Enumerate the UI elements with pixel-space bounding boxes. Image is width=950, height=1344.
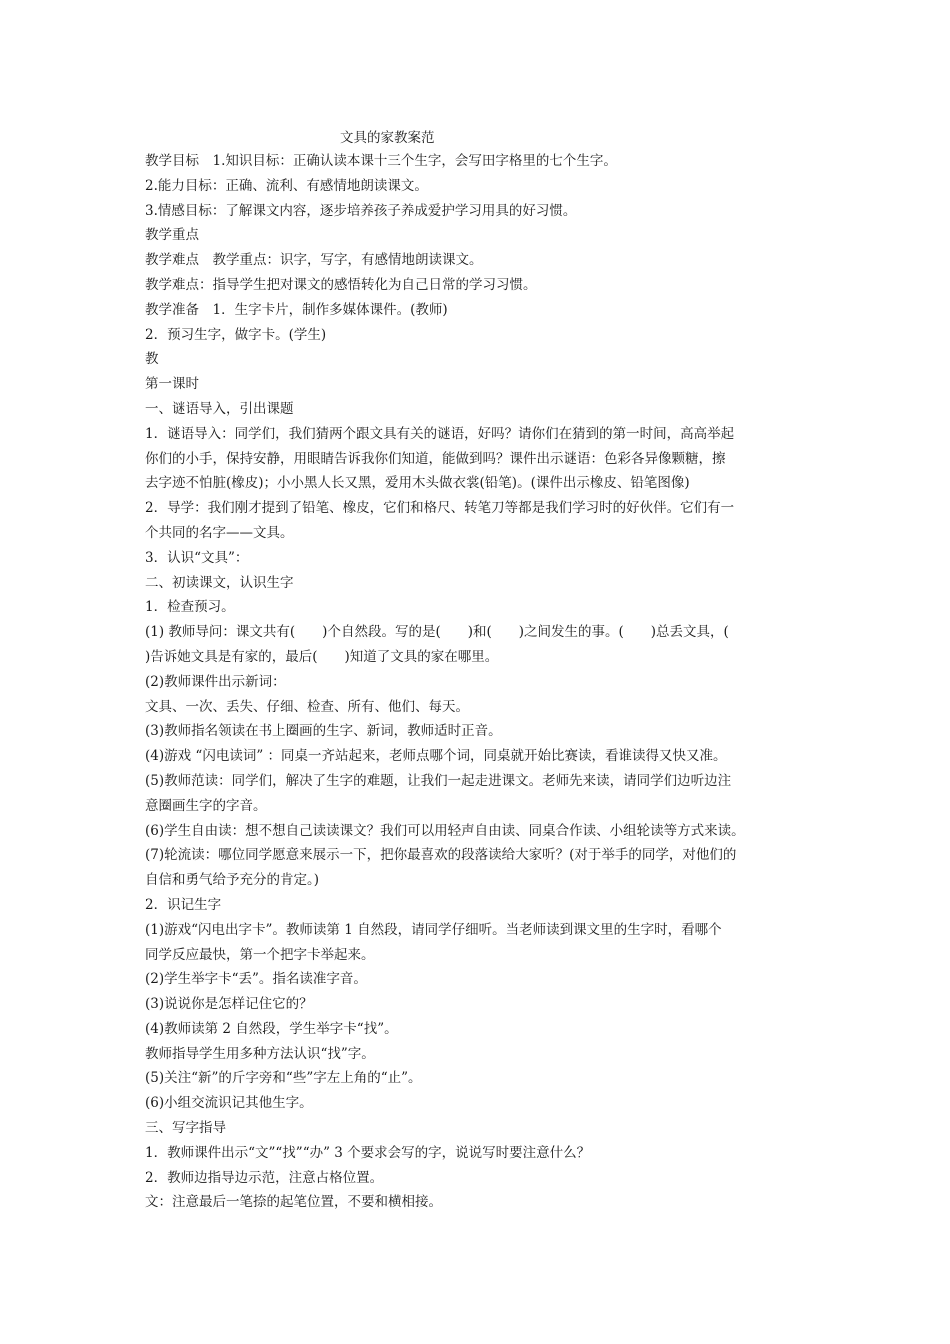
text-line: 个共同的名字——文具。 xyxy=(145,524,294,541)
text-line: 文：注意最后一笔捺的起笔位置，不要和横相接。 xyxy=(145,1194,442,1211)
text-line: 教学准备 1．生字卡片，制作多媒体课件。(教师) xyxy=(145,301,448,318)
text-line: 教 xyxy=(145,351,159,368)
text-line: 第一课时 xyxy=(145,376,199,393)
text-line: 3．认识“文具”： xyxy=(145,549,249,566)
text-line: 你们的小手，保持安静，用眼睛告诉我你们知道，能做到吗？课件出示谜语：色彩各异像颗糖，擦 xyxy=(145,450,726,467)
text-line: 2.能力目标：正确、流利、有感情地朗读课文。 xyxy=(145,177,428,194)
text-line: 2．教师边指导边示范，注意占格位置。 xyxy=(145,1169,384,1186)
text-line: (2)教师课件出示新词： xyxy=(145,673,286,690)
text-line: 同学反应最快，第一个把字卡举起来。 xyxy=(145,946,375,963)
text-line: (3)说说你是怎样记住它的？ xyxy=(145,996,313,1013)
text-line: (3)教师指名领读在书上圈画的生字、新词，教师适时正音。 xyxy=(145,723,502,740)
text-line: 3.情感目标：了解课文内容，逐步培养孩子养成爱护学习用具的好习惯。 xyxy=(145,202,577,219)
text-line: 去字迹不怕脏(橡皮)；小小黑人长又黑，爱用木头做衣裳(铅笔)。(课件出示橡皮、铅笔图像) xyxy=(145,475,690,492)
text-line: 三、写字指导 xyxy=(145,1120,226,1137)
text-line: 1．谜语导入：同学们，我们猜两个跟文具有关的谜语，好吗？请你们在猜到的第一时间，高高举起 xyxy=(145,425,735,442)
text-line: 一、谜语导入，引出课题 xyxy=(145,400,294,417)
text-line: 文具、一次、丢失、仔细、检查、所有、他们、每天。 xyxy=(145,698,469,715)
text-line: 1．检查预习。 xyxy=(145,599,235,616)
text-line: 教学重点 xyxy=(145,227,199,244)
document-title: 文具的家教案范 xyxy=(340,130,435,146)
text-line: 二、初读课文，认识生字 xyxy=(145,574,294,591)
text-line: (4)教师读第 2 自然段，学生举字卡“找”。 xyxy=(145,1020,398,1037)
text-line: 意圈画生字的字音。 xyxy=(145,797,267,814)
text-line: (2)学生举字卡“丢”。指名读准字音。 xyxy=(145,971,367,988)
text-line: 2．识记生字 xyxy=(145,896,222,913)
text-line: 教学目标 1.知识目标：正确认读本课十三个生字，会写田字格里的七个生字。 xyxy=(145,153,617,169)
text-line: (5)关注“新”的斤字旁和“些”字左上角的“止”。 xyxy=(145,1070,422,1087)
text-line: (1) 教师导问：课文共有( )个自然段。写的是( )和( )之间发生的事。( )总丢文具，( xyxy=(145,624,729,641)
text-line: 1．教师课件出示“文”“找”“办” 3 个要求会写的字，说说写时要注意什么？ xyxy=(145,1144,591,1161)
text-line: (4)游戏 “闪电读词” ：同桌一齐站起来，老师点哪个词，同桌就开始比赛读，看谁读得又快又准。 xyxy=(145,748,727,765)
text-line: (6)小组交流识记其他生字。 xyxy=(145,1095,313,1112)
text-line: (1)游戏“闪电出字卡”。教师读第 1 自然段，请同学仔细听。当老师读到课文里的生字时，看哪个 xyxy=(145,921,722,938)
text-line: 教学难点 教学重点：识字，写字，有感情地朗读课文。 xyxy=(145,252,483,269)
text-line: 教师指导学生用多种方法认识“找”字。 xyxy=(145,1045,375,1062)
text-line: 2．预习生字，做字卡。(学生) xyxy=(145,326,327,343)
text-line: (7)轮流读：哪位同学愿意来展示一下，把你最喜欢的段落读给大家听？(对于举手的同学，对他们的 xyxy=(145,847,737,864)
text-line: 自信和勇气给予充分的肯定。) xyxy=(145,872,320,889)
text-line: (6)学生自由读：想不想自己读读课文？我们可以用轻声自由读、同桌合作读、小组轮读等方式来读。 xyxy=(145,822,745,839)
document-body xyxy=(145,149,810,1215)
text-line: 2．导学：我们刚才提到了铅笔、橡皮，它们和格尺、转笔刀等都是我们学习时的好伙伴。它们有一 xyxy=(145,500,735,517)
text-line: )告诉她文具是有家的，最后( )知道了文具的家在哪里。 xyxy=(145,648,499,665)
text-line: 教学难点：指导学生把对课文的感悟转化为自己日常的学习习惯。 xyxy=(145,276,537,293)
text-line: (5)教师范读：同学们，解决了生字的难题，让我们一起走进课文。老师先来读，请同学们边听边注 xyxy=(145,772,732,789)
